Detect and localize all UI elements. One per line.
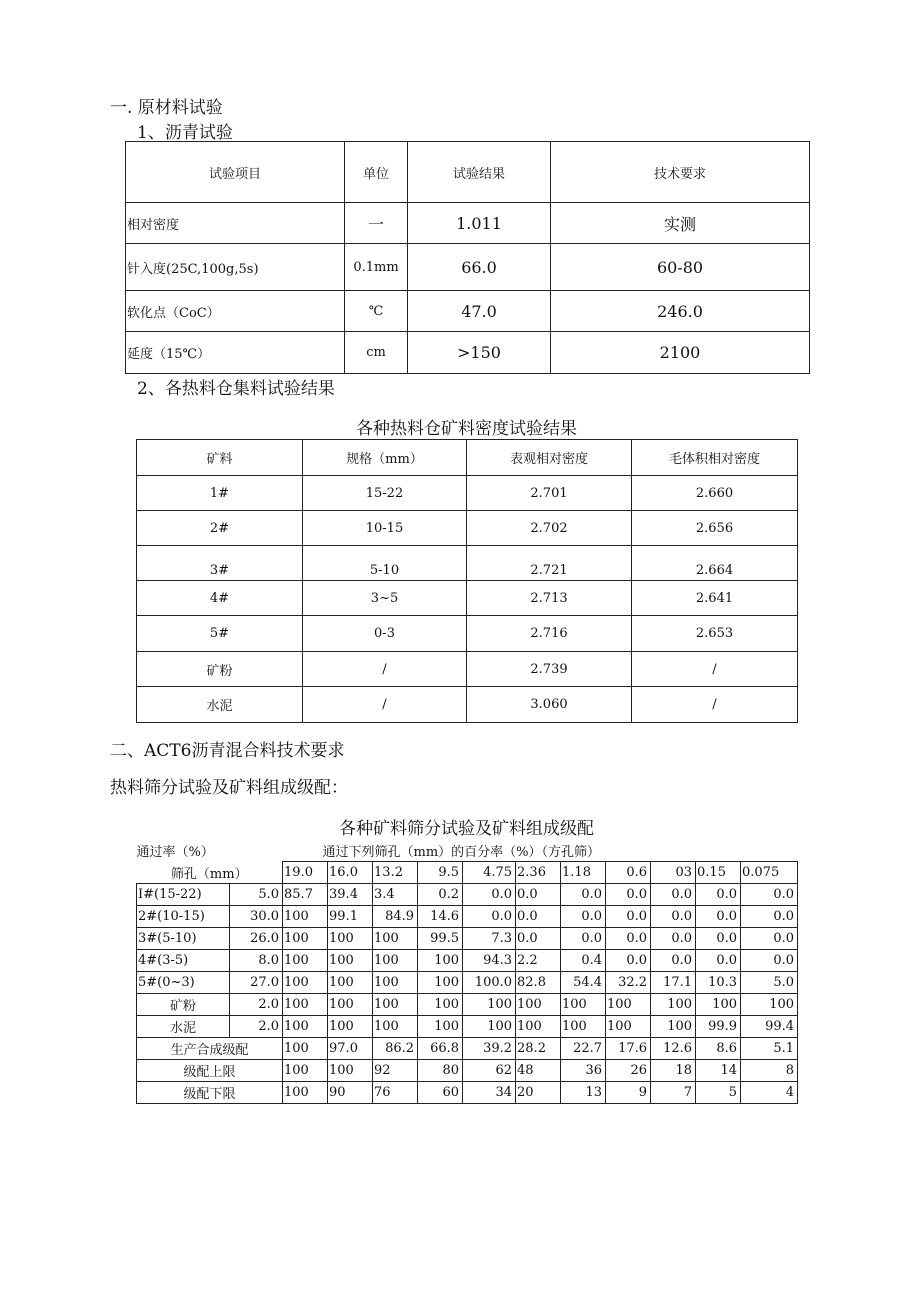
material-name-cell: 水泥 <box>137 1016 230 1038</box>
item-cell: 软化点（CoC） <box>126 291 345 332</box>
table-header-row <box>137 440 798 476</box>
apparent-density-cell: 3.060 <box>467 687 632 723</box>
passing-value-cell: 0.0 <box>561 928 606 950</box>
passing-value-cell: 0.0 <box>696 884 741 906</box>
result-cell: 1.011 <box>408 203 551 244</box>
passing-value-cell: 99.5 <box>418 928 463 950</box>
density-table <box>136 439 798 723</box>
passing-value-cell: 0.0 <box>651 884 696 906</box>
section-2-subtitle: 热料筛分试验及矿料组成级配： <box>110 778 348 798</box>
spec-cell: 0-3 <box>303 616 467 652</box>
header-cell: 试验结果 <box>408 142 551 203</box>
requirement-cell: 246.0 <box>551 291 810 332</box>
table-row <box>126 291 810 332</box>
table-header-row <box>126 142 810 203</box>
table-row <box>137 546 798 581</box>
blend-ratio-cell: 30.0 <box>230 906 283 928</box>
material-name-cell: 2#(10-15) <box>137 906 230 928</box>
material-cell: 5# <box>137 616 303 652</box>
gradation-value-cell: 4 <box>741 1082 798 1104</box>
passing-value-cell: 100 <box>418 994 463 1016</box>
summary-label-cell: 生产合成级配 <box>137 1038 283 1060</box>
item-cell: 延度（15℃） <box>126 332 345 374</box>
passing-value-cell: 0.0 <box>561 906 606 928</box>
table-row <box>137 652 798 687</box>
spec-cell: 10-15 <box>303 511 467 546</box>
passing-value-cell: 0.0 <box>696 950 741 972</box>
passing-value-cell: 0.0 <box>606 884 651 906</box>
passing-value-cell: 0.0 <box>606 906 651 928</box>
passing-value-cell: 100 <box>463 1016 516 1038</box>
passing-value-cell: 17.1 <box>651 972 696 994</box>
section-1-title: 一. 原材料试验 <box>110 98 223 118</box>
sieve-size-cell: 9.5 <box>418 862 463 884</box>
gradation-value-cell: 5 <box>696 1082 741 1104</box>
gradation-value-cell: 28.2 <box>516 1038 561 1060</box>
passing-value-cell: 100 <box>328 1016 373 1038</box>
requirement-cell: 实测 <box>551 203 810 244</box>
table-row <box>137 884 798 906</box>
passing-value-cell: 0.0 <box>463 884 516 906</box>
gradation-value-cell: 80 <box>418 1060 463 1082</box>
spec-cell: / <box>303 652 467 687</box>
sieve-size-row <box>137 862 798 884</box>
gradation-value-cell: 7 <box>651 1082 696 1104</box>
passing-value-cell: 0.0 <box>516 928 561 950</box>
passing-value-cell: 100 <box>606 994 651 1016</box>
sieve-label: 筛孔（mm） <box>137 862 283 884</box>
sieve-size-cell: 13.2 <box>373 862 418 884</box>
material-name-cell: 3#(5-10) <box>137 928 230 950</box>
passing-value-cell: 94.3 <box>463 950 516 972</box>
passing-value-cell: 100 <box>283 950 328 972</box>
bulk-density-cell: 2.656 <box>632 511 798 546</box>
summary-label-cell: 级配上限 <box>137 1060 283 1082</box>
blend-ratio-cell: 27.0 <box>230 972 283 994</box>
spec-cell: 5-10 <box>303 546 467 581</box>
asphalt-test-heading: 1、沥青试验 <box>137 123 233 143</box>
passing-value-cell: 0.0 <box>463 906 516 928</box>
material-name-cell: 5#(0~3) <box>137 972 230 994</box>
sieve-size-cell: 1.18 <box>561 862 606 884</box>
passing-value-cell: 39.4 <box>328 884 373 906</box>
blend-ratio-cell: 2.0 <box>230 994 283 1016</box>
gradation-value-cell: 17.6 <box>606 1038 651 1060</box>
passing-value-cell: 0.0 <box>741 950 798 972</box>
item-cell: 相对密度 <box>126 203 345 244</box>
passing-value-cell: 100 <box>283 928 328 950</box>
pass-rate-row <box>137 840 798 862</box>
table-row <box>137 906 798 928</box>
material-cell: 矿粉 <box>137 652 303 687</box>
passing-value-cell: 100 <box>328 972 373 994</box>
passing-value-cell: 100 <box>328 950 373 972</box>
gradation-value-cell: 90 <box>328 1082 373 1104</box>
pass-rate-description: 通过下列筛孔（mm）的百分率（%）（方孔筛） <box>322 845 601 860</box>
passing-value-cell: 100 <box>606 1016 651 1038</box>
gradation-value-cell: 8.6 <box>696 1038 741 1060</box>
passing-value-cell: 0.0 <box>561 884 606 906</box>
passing-value-cell: 100 <box>418 950 463 972</box>
table-row <box>137 994 798 1016</box>
bulk-density-cell: / <box>632 687 798 723</box>
passing-value-cell: 10.3 <box>696 972 741 994</box>
asphalt-test-table <box>125 141 810 374</box>
density-table-caption: 各种热料仓矿料密度试验结果 <box>356 419 577 439</box>
passing-value-cell: 14.6 <box>418 906 463 928</box>
gradation-value-cell: 36 <box>561 1060 606 1082</box>
gradation-value-cell: 97.0 <box>328 1038 373 1060</box>
passing-value-cell: 100 <box>373 950 418 972</box>
sieve-size-cell: 2.36 <box>516 862 561 884</box>
gradation-value-cell: 60 <box>418 1082 463 1104</box>
gradation-value-cell: 34 <box>463 1082 516 1104</box>
passing-value-cell: 99.1 <box>328 906 373 928</box>
passing-value-cell: 3.4 <box>373 884 418 906</box>
bulk-density-cell: 2.660 <box>632 476 798 511</box>
gradation-value-cell: 12.6 <box>651 1038 696 1060</box>
header-cell: 单位 <box>345 142 408 203</box>
material-cell: 水泥 <box>137 687 303 723</box>
passing-value-cell: 100 <box>741 994 798 1016</box>
passing-value-cell: 0.0 <box>651 906 696 928</box>
passing-value-cell: 0.0 <box>651 950 696 972</box>
summary-row <box>137 1060 798 1082</box>
gradation-value-cell: 76 <box>373 1082 418 1104</box>
gradation-value-cell: 20 <box>516 1082 561 1104</box>
passing-value-cell: 99.9 <box>696 1016 741 1038</box>
gradation-value-cell: 13 <box>561 1082 606 1104</box>
gradation-value-cell: 22.7 <box>561 1038 606 1060</box>
passing-value-cell: 100 <box>328 928 373 950</box>
requirement-cell: 2100 <box>551 332 810 374</box>
passing-value-cell: 100 <box>328 994 373 1016</box>
passing-value-cell: 100 <box>696 994 741 1016</box>
passing-value-cell: 100 <box>418 1016 463 1038</box>
requirement-cell: 60-80 <box>551 244 810 291</box>
passing-value-cell: 100 <box>283 906 328 928</box>
passing-value-cell: 100 <box>516 994 561 1016</box>
sieve-size-cell: 0.6 <box>606 862 651 884</box>
passing-value-cell: 0.0 <box>741 928 798 950</box>
apparent-density-cell: 2.721 <box>467 546 632 581</box>
sieve-size-cell: 03 <box>651 862 696 884</box>
unit-cell: cm <box>345 332 408 374</box>
table-row <box>137 950 798 972</box>
table-row <box>137 972 798 994</box>
blend-ratio-cell: 2.0 <box>230 1016 283 1038</box>
passing-value-cell: 100.0 <box>463 972 516 994</box>
pass-rate-label: 通过率（%） <box>136 845 214 861</box>
table-row <box>137 928 798 950</box>
table-row <box>137 581 798 616</box>
table-row <box>137 687 798 723</box>
gradation-value-cell: 100 <box>283 1082 328 1104</box>
sieve-size-cell: 0.075 <box>741 862 798 884</box>
passing-value-cell: 0.4 <box>561 950 606 972</box>
material-cell: 4# <box>137 581 303 616</box>
gradation-value-cell: 48 <box>516 1060 561 1082</box>
gradation-value-cell: 14 <box>696 1060 741 1082</box>
material-cell: 2# <box>137 511 303 546</box>
blend-ratio-cell: 5.0 <box>230 884 283 906</box>
gradation-value-cell: 9 <box>606 1082 651 1104</box>
passing-value-cell: 0.0 <box>696 928 741 950</box>
passing-value-cell: 0.0 <box>606 928 651 950</box>
passing-value-cell: 100 <box>463 994 516 1016</box>
header-cell: 矿料 <box>137 440 303 476</box>
unit-cell: 一 <box>345 203 408 244</box>
gradation-value-cell: 86.2 <box>373 1038 418 1060</box>
passing-value-cell: 0.0 <box>516 906 561 928</box>
spec-cell: / <box>303 687 467 723</box>
passing-value-cell: 100 <box>651 1016 696 1038</box>
result-cell: >150 <box>408 332 551 374</box>
sieve-table-caption: 各种矿料筛分试验及矿料组成级配 <box>339 819 594 839</box>
sieve-size-cell: 4.75 <box>463 862 516 884</box>
passing-value-cell: 100 <box>283 994 328 1016</box>
passing-value-cell: 0.0 <box>741 884 798 906</box>
apparent-density-cell: 2.716 <box>467 616 632 652</box>
table-row <box>126 332 810 374</box>
header-cell: 毛体积相对密度 <box>632 440 798 476</box>
gradation-value-cell: 100 <box>283 1060 328 1082</box>
material-name-cell: 矿粉 <box>137 994 230 1016</box>
header-cell: 技术要求 <box>551 142 810 203</box>
passing-value-cell: 0.0 <box>696 906 741 928</box>
apparent-density-cell: 2.739 <box>467 652 632 687</box>
passing-value-cell: 100 <box>373 928 418 950</box>
gradation-value-cell: 66.8 <box>418 1038 463 1060</box>
bulk-density-cell: 2.653 <box>632 616 798 652</box>
gradation-value-cell: 100 <box>283 1038 328 1060</box>
gradation-value-cell: 18 <box>651 1060 696 1082</box>
passing-value-cell: 7.3 <box>463 928 516 950</box>
unit-cell: ℃ <box>345 291 408 332</box>
section-2-title: 二、ACT6沥青混合料技术要求 <box>110 741 345 761</box>
sieve-size-cell: 16.0 <box>328 862 373 884</box>
apparent-density-cell: 2.701 <box>467 476 632 511</box>
item-cell: 针入度(25C,100g,5s) <box>126 244 345 291</box>
blend-ratio-cell: 26.0 <box>230 928 283 950</box>
bulk-density-cell: 2.664 <box>632 546 798 581</box>
gradation-value-cell: 5.1 <box>741 1038 798 1060</box>
passing-value-cell: 100 <box>651 994 696 1016</box>
passing-value-cell: 2.2 <box>516 950 561 972</box>
passing-value-cell: 100 <box>373 1016 418 1038</box>
passing-value-cell: 85.7 <box>283 884 328 906</box>
passing-value-cell: 100 <box>283 1016 328 1038</box>
table-row <box>137 616 798 652</box>
passing-value-cell: 100 <box>373 994 418 1016</box>
table-row <box>137 511 798 546</box>
passing-value-cell: 100 <box>283 972 328 994</box>
passing-value-cell: 100 <box>373 972 418 994</box>
material-name-cell: I#(15-22) <box>137 884 230 906</box>
material-cell: 3# <box>137 546 303 581</box>
passing-value-cell: 100 <box>516 1016 561 1038</box>
apparent-density-cell: 2.713 <box>467 581 632 616</box>
passing-value-cell: 99.4 <box>741 1016 798 1038</box>
summary-label-cell: 级配下限 <box>137 1082 283 1104</box>
passing-value-cell: 0.0 <box>741 906 798 928</box>
summary-row <box>137 1082 798 1104</box>
passing-value-cell: 32.2 <box>606 972 651 994</box>
table-row <box>126 244 810 291</box>
passing-value-cell: 0.2 <box>418 884 463 906</box>
header-cell: 试验项目 <box>126 142 345 203</box>
passing-value-cell: 0.0 <box>651 928 696 950</box>
sieve-size-cell: 19.0 <box>283 862 328 884</box>
gradation-value-cell: 92 <box>373 1060 418 1082</box>
material-cell: 1# <box>137 476 303 511</box>
sieve-table <box>136 840 798 1104</box>
header-cell: 规格（mm） <box>303 440 467 476</box>
summary-row <box>137 1038 798 1060</box>
gradation-value-cell: 100 <box>328 1060 373 1082</box>
gradation-value-cell: 39.2 <box>463 1038 516 1060</box>
result-cell: 66.0 <box>408 244 551 291</box>
table-row <box>137 476 798 511</box>
apparent-density-cell: 2.702 <box>467 511 632 546</box>
passing-value-cell: 100 <box>418 972 463 994</box>
bulk-density-cell: 2.641 <box>632 581 798 616</box>
unit-cell: 0.1mm <box>345 244 408 291</box>
gradation-value-cell: 8 <box>741 1060 798 1082</box>
blend-ratio-cell: 8.0 <box>230 950 283 972</box>
passing-value-cell: 84.9 <box>373 906 418 928</box>
spec-cell: 3~5 <box>303 581 467 616</box>
spec-cell: 15-22 <box>303 476 467 511</box>
gradation-value-cell: 62 <box>463 1060 516 1082</box>
passing-value-cell: 54.4 <box>561 972 606 994</box>
passing-value-cell: 5.0 <box>741 972 798 994</box>
gradation-value-cell: 26 <box>606 1060 651 1082</box>
result-cell: 47.0 <box>408 291 551 332</box>
aggregate-test-heading: 2、各热料仓集料试验结果 <box>137 379 335 399</box>
passing-value-cell: 0.0 <box>606 950 651 972</box>
table-row <box>126 203 810 244</box>
header-cell: 表观相对密度 <box>467 440 632 476</box>
passing-value-cell: 100 <box>561 1016 606 1038</box>
passing-value-cell: 100 <box>561 994 606 1016</box>
material-name-cell: 4#(3-5) <box>137 950 230 972</box>
table-row <box>137 1016 798 1038</box>
passing-value-cell: 0.0 <box>516 884 561 906</box>
passing-value-cell: 82.8 <box>516 972 561 994</box>
bulk-density-cell: / <box>632 652 798 687</box>
sieve-size-cell: 0.15 <box>696 862 741 884</box>
